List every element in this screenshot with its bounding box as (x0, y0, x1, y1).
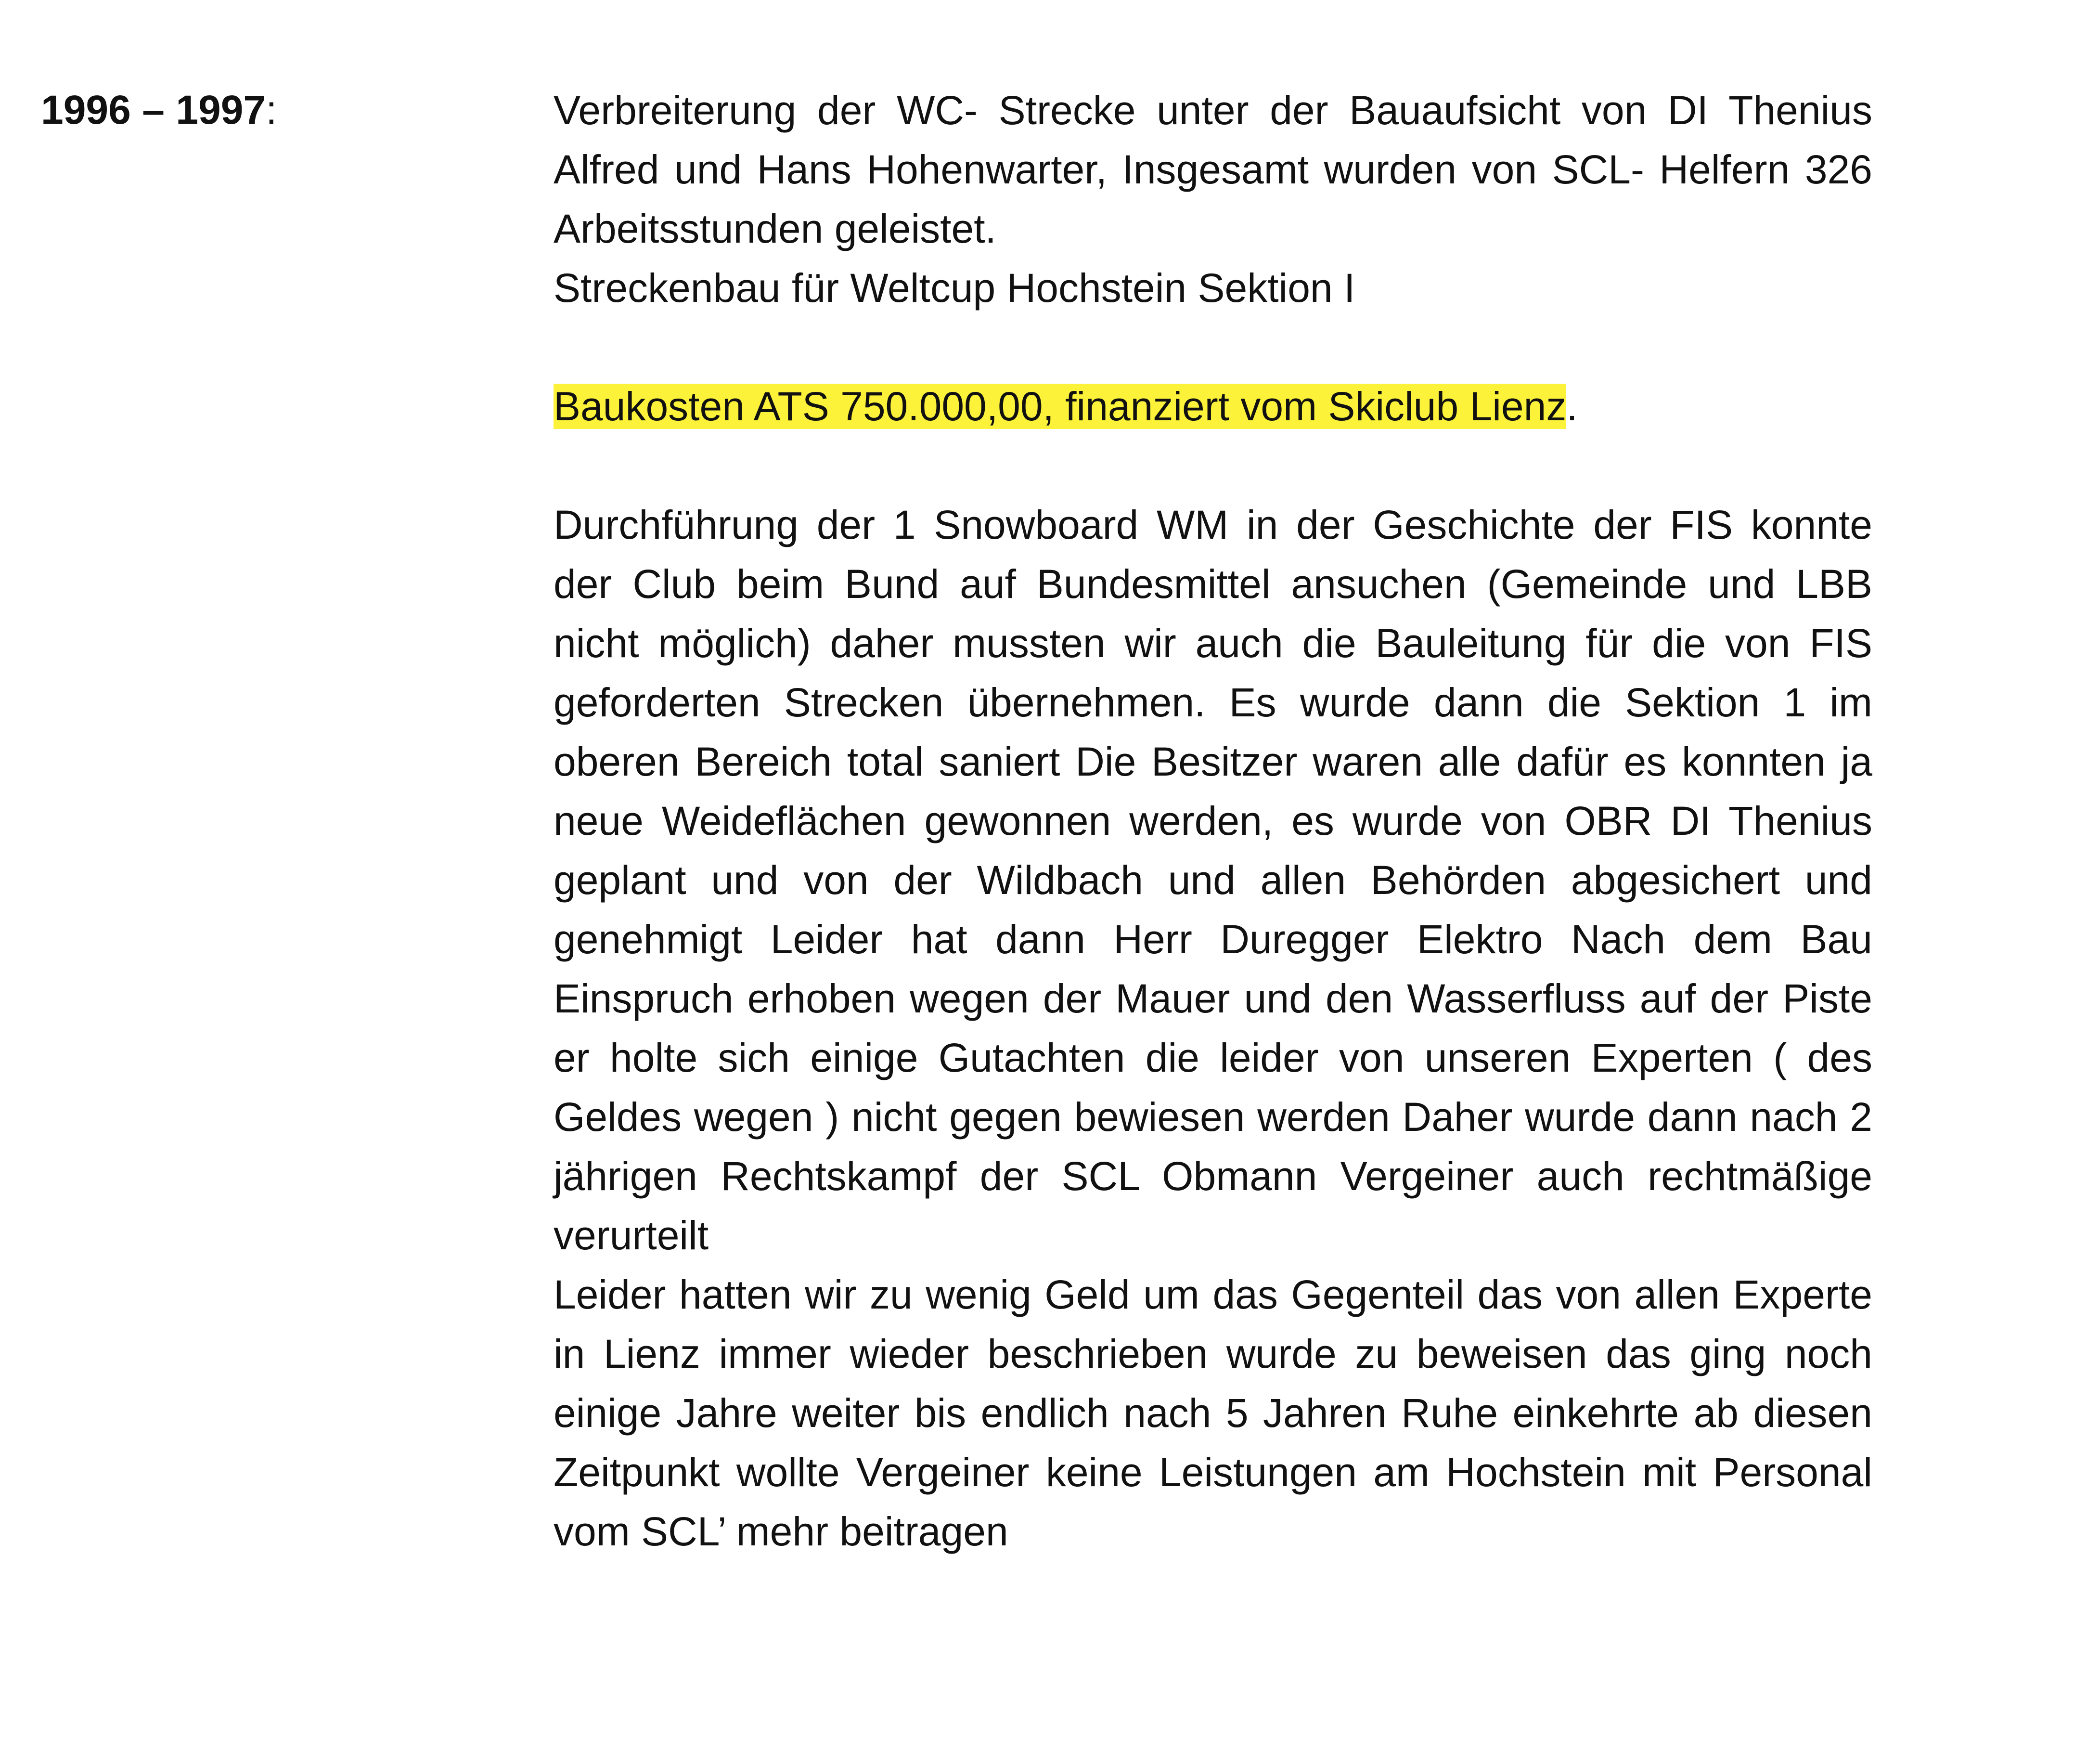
cost-period: . (1566, 384, 1578, 429)
year-colon: : (266, 87, 277, 132)
spacer (554, 436, 1872, 495)
cost-highlight: Baukosten ATS 750.000,00, finanziert vom Skiclub Lienz (554, 384, 1567, 429)
paragraph-aftermath: Leider hatten wir zu wenig Geld um das Gegenteil das von allen Experte in Lienz immer wieder beschrieben wurde zu beweisen das ging noch einige Jahre weiter bis endlich nach 5 Jahren Ruhe einkehrte ab diesen Zeitpunkt wollte Vergeiner keine Leistungen am Hochstein mit Personal vom SCL’ mehr beitragen (554, 1272, 1872, 1554)
spacer (554, 318, 1872, 377)
paragraph-widening: Verbreiterung der WC- Strecke unter der Bauaufsicht von DI Thenius Alfred und Hans Hohenwarter, Insgesamt wurden von SCL- Helfern 326 Arbeitsstunden geleistet. (554, 88, 1872, 251)
year-range: 1996 – 1997 (41, 87, 266, 132)
paragraph-costs (554, 377, 1872, 436)
year-label (41, 81, 277, 139)
paragraph-track-construction: Streckenbau für Weltcup Hochstein Sektion I (554, 265, 1355, 311)
paragraph-snowboard-wm: Durchführung der 1 Snowboard WM in der Geschichte der FIS konnte der Club beim Bund auf Bundesmittel ansuchen (Gemeinde und LBB nicht möglich) daher mussten wir auch die Bauleitung für die von FIS geforderten Strecken übernehmen. Es wurde dann die Sektion 1 im oberen Bereich total saniert Die Besitzer waren alle dafür es konnten ja neue Weideflächen gewonnen werden, es wurde von OBR DI Thenius geplant und von der Wildbach und allen Behörden abgesichert und genehmigt Leider hat dann Herr Duregger Elektro Nach dem Bau Einspruch erhoben wegen der Mauer und den Wasserfluss auf der Piste er holte sich einige Gutachten die leider von unseren Experten ( des Geldes wegen ) nicht gegen bewiesen werden Daher wurde dann nach 2 jährigen Rechtskampf der SCL Obmann Vergeiner auch rechtmäßige verurteilt (554, 502, 1872, 1258)
entry-content (554, 81, 1872, 1561)
